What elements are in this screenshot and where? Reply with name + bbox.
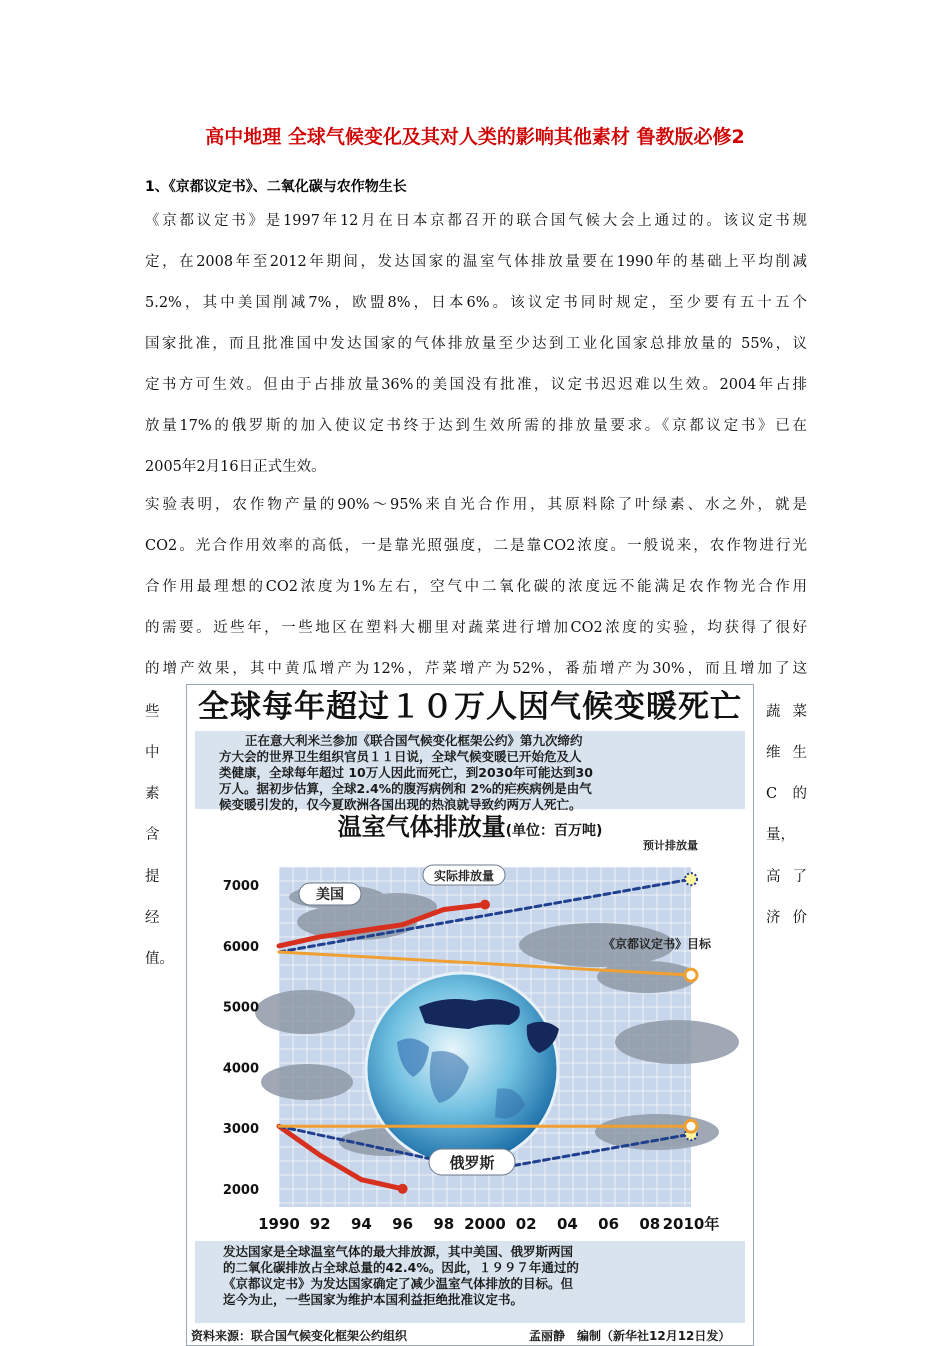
credit-text: 孟丽静 编制（新华社12月12日发） [529,1329,731,1343]
wrap-left-5: 提 [145,869,160,885]
x-tick-label: 06 [598,1215,620,1233]
infographic [186,684,754,1346]
x-tick-label: 04 [556,1215,578,1233]
y-tick-label: 7000 [222,879,259,895]
footer-line-1: 发达国家是全球温室气体的最大排放源，其中美国、俄罗斯两国 [223,1244,574,1259]
wrap-left-3: 素 [145,786,160,802]
cloud-4 [597,961,697,993]
wrap-left-2: 中 [145,745,160,761]
para1-line-2: 定，在2008年至2012年期间，发达国家的温室气体排放量要在1990年的基础上平均削减 [145,254,807,270]
source-text: 资料来源：联合国气候变化框架公约组织 [191,1329,408,1343]
series-end-marker [480,900,490,910]
section-heading: 1、《京都议定书》、二氧化碳与农作物生长 [145,179,407,195]
document-title: 高中地理 全球气候变化及其对人类的影响其他素材 鲁教版必修2 [205,126,745,148]
series-end-marker [685,1120,697,1132]
series-end-marker [685,969,697,981]
forecast-label: 预计排放量 [643,839,698,852]
x-tick-label: 08 [639,1215,661,1233]
para1-line-4: 国家批准，而且批准国中发达国家的气体排放量至少达到工业化国家总排放量的 55%，议 [145,336,807,352]
intro-line-1: 正在意大利米兰参加《联合国气候变化框架公约》第九次缔约 [245,733,583,748]
y-tick-label: 5000 [222,1000,259,1016]
infographic-footer [195,1241,745,1323]
infographic-headline: 全球每年超过１０万人因气候变暖死亡 [187,685,753,729]
usa-label: 美国 [316,887,344,903]
intro-line-5: 候变暖引发的，仅今夏欧洲各国出现的热浪就导致约两万人死亡。 [219,797,582,812]
x-tick-label: 2000 [464,1215,506,1233]
wrap-right-1: 蔬 菜 [766,704,807,720]
wrap-left-7: 值。 [145,951,174,967]
cloud-6 [615,1020,739,1064]
wrap-right-5: 高 了 [766,869,807,885]
cloud-8 [595,1114,719,1150]
x-tick-label: 96 [392,1215,414,1233]
globe-landmass-north [419,999,520,1029]
intro-line-3: 类健康，全球每年超过 10万人因此而死亡，到2030年可能达到30 [219,765,593,780]
infographic-source-row [187,1327,753,1345]
para2-line-3: 合作用最理想的CO2浓度为1%左右，空气中二氧化碳的浓度远不能满足农作物光合作用 [145,579,807,595]
wrap-left-4: 含 [145,827,160,843]
x-tick-label: 02 [515,1215,537,1233]
para2-line-5: 的增产效果，其中黄瓜增产为12%，芹菜增产为52%，番茄增产为30%，而且增加了这 [145,661,807,677]
para1-line-5: 定书方可生效。但由于占排放量36%的美国没有批准，议定书迟迟难以生效。2004年占排 [145,377,807,393]
globe-icon [366,973,559,1165]
para1-line-1: 《京都议定书》是1997年12月在日本京都召开的联合国气候大会上通过的。该议定书规 [145,213,807,229]
chart-title-text: 温室气体排放量 [337,813,506,841]
y-tick-label: 3000 [222,1122,259,1138]
intro-line-2: 方大会的世界卫生组织官员１１日说，全球气候变暖已开始危及人 [219,749,582,764]
footer-line-3: 《京都议定书》为发达国家确定了减少温室气体排放的目标。但 [223,1276,574,1291]
y-tick-label: 2000 [222,1182,259,1198]
y-tick-label: 4000 [222,1061,259,1077]
para1-line-6: 放量17%的俄罗斯的加入使议定书终于达到生效所需的排放量要求。《京都议定书》已在 [145,418,807,434]
footer-line-4: 迄今为止，一些国家为维护本国利益拒绝批准议定书。 [223,1292,524,1307]
para2-line-2: CO2。光合作用效率的高低，一是靠光照强度，二是靠CO2浓度。一般说来，农作物进行光 [145,538,807,554]
y-tick-label: 6000 [222,939,259,955]
intro-line-4: 万人。据初步估算，全球2.4%的腹泻病例和 2%的疟疾病例是由气 [219,781,592,796]
wrap-right-3: C 的 [766,786,807,802]
russia-label: 俄罗斯 [449,1154,495,1172]
wrap-left-1: 些 [145,704,160,720]
x-tick-label: 2010年 [662,1215,720,1233]
para1-line-7: 2005年2月16日正式生效。 [145,459,326,475]
cloud-5 [255,990,355,1034]
x-tick-label: 98 [433,1215,455,1233]
wrap-right-4: 量， [766,827,795,843]
wrap-right-2: 维 生 [766,745,807,761]
para2-line-4: 的需要。近些年，一些地区在塑料大棚里对蔬菜进行增加CO2浓度的实验，均获得了很好 [145,620,807,636]
emissions-chart [187,837,753,1239]
wrap-right-6: 济 价 [766,910,807,926]
x-tick-label: 1990 [258,1215,300,1233]
series-end-marker [685,873,697,885]
x-tick-label: 92 [309,1215,331,1233]
para1-line-3: 5.2%，其中美国削减7%，欧盟8%，日本6%。该议定书同时规定，至少要有五十五个 [145,295,807,311]
footer-line-2: 的二氧化碳排放占全球总量的42.4%。因此，１９９７年通过的 [223,1260,579,1275]
chart-unit: (单位：百万吨) [505,823,603,839]
x-tick-label: 94 [350,1215,372,1233]
wrap-left-6: 经 [145,910,160,926]
para2-line-1: 实验表明，农作物产量的90%～95%来自光合作用，其原料除了叶绿素、水之外，就是 [145,497,807,513]
kyoto-label: 《京都议定书》目标 [603,937,712,951]
cloud-7 [261,1064,353,1100]
actual-label: 实际排放量 [433,869,495,883]
series-end-marker [398,1184,408,1194]
infographic-intro [195,731,745,812]
